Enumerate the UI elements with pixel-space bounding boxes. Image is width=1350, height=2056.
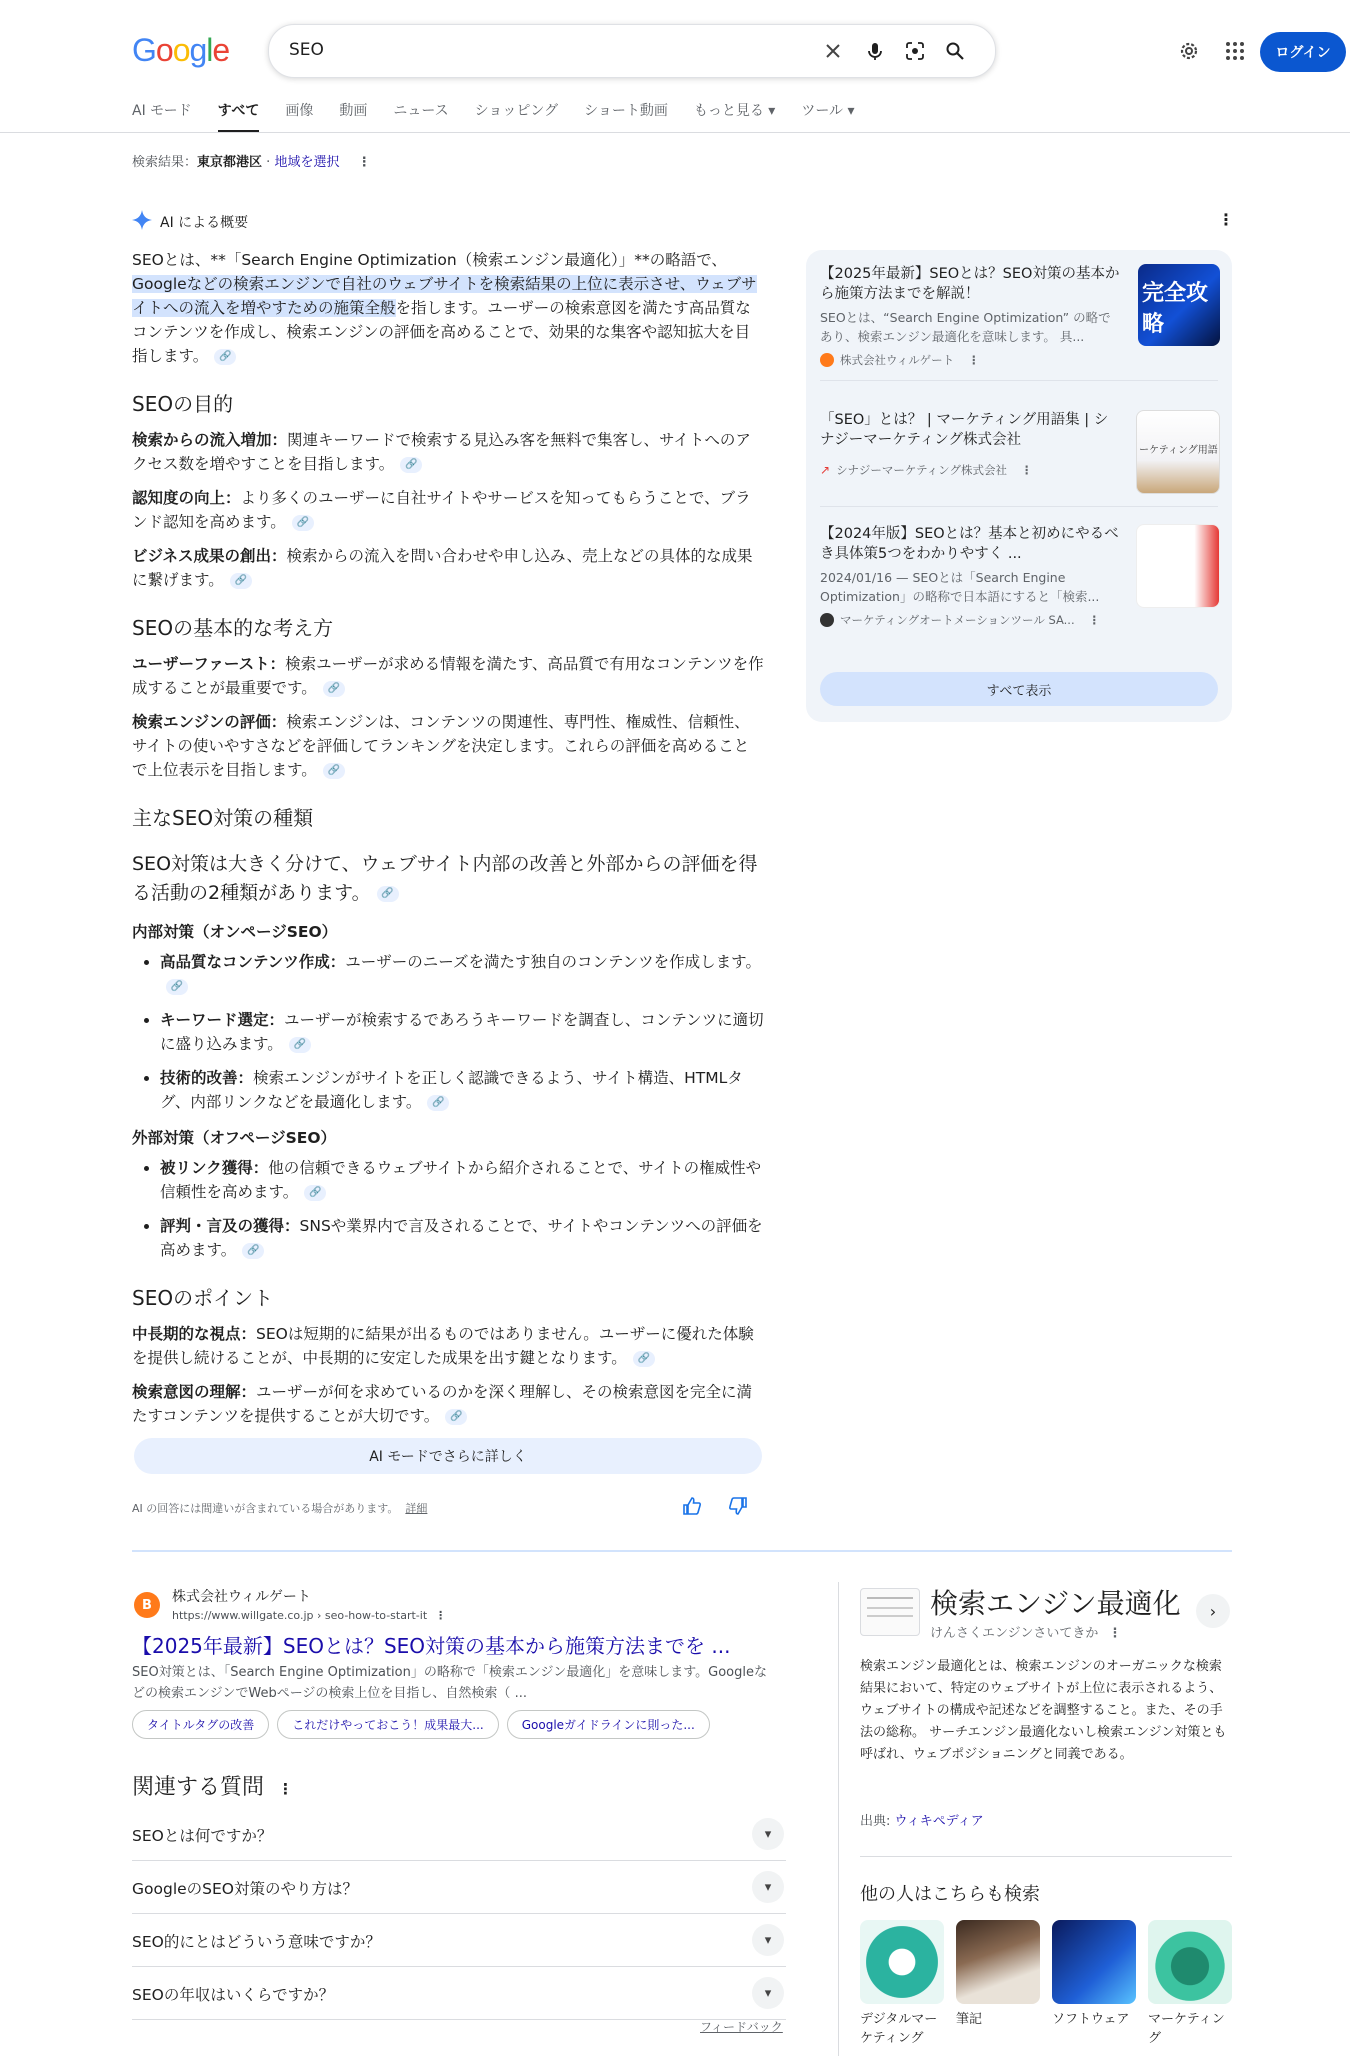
- source-site: マーケティングオートメーションツール SA... ⋮: [820, 612, 1220, 628]
- source-title[interactable]: 【2025年最新】SEOとは？SEO対策の基本から施策方法までを解説！: [820, 266, 1120, 302]
- ai-overview-body: [132, 248, 764, 1438]
- also-search-label: マーケティング: [1148, 2012, 1225, 2046]
- settings-gear-icon[interactable]: [1177, 39, 1201, 63]
- tab-all[interactable]: すべて: [218, 100, 260, 133]
- source-site: ↗ シナジーマーケティング株式会社 ⋮: [820, 463, 1033, 477]
- knowledge-panel-source: 出典: ウィキペディア: [860, 1814, 984, 1829]
- sitelink-chip[interactable]: タイトルタグの改善: [132, 1710, 269, 1739]
- ai-mode-more-button[interactable]: AI モードでさらに詳しく: [134, 1438, 762, 1474]
- more-options-icon[interactable]: ⋮: [1108, 1626, 1122, 1641]
- header-divider: [0, 132, 1350, 133]
- knowledge-panel-title: 検索エンジン最適化: [930, 1587, 1181, 1620]
- result-url[interactable]: https://www.willgate.co.jp › seo-how-to-start-it ⋮: [172, 1609, 447, 1622]
- also-search-item[interactable]: [1052, 1920, 1136, 2029]
- list-item: • キーワード選定：ユーザーが検索するであろうキーワードを調査し、コンテンツに適切に盛り込みます。 🔗: [160, 1008, 764, 1056]
- sitelink-chip[interactable]: Googleガイドラインに則った...: [507, 1710, 710, 1739]
- link-chip-icon[interactable]: 🔗: [242, 1243, 264, 1259]
- source-thumbnail: 完全攻略: [1138, 264, 1220, 346]
- source-card[interactable]: [820, 264, 1220, 368]
- ai-paragraph: ユーザーファースト：検索ユーザーが求める情報を満たす、高品質で有用なコンテンツを作成することが最重要です。 🔗: [132, 655, 764, 697]
- link-chip-icon[interactable]: 🔗: [292, 515, 314, 531]
- willgate-favicon-icon: [820, 353, 834, 367]
- chevron-down-icon[interactable]: ▾: [752, 1818, 784, 1850]
- source-card[interactable]: [820, 524, 1220, 628]
- result-title-link[interactable]: 【2025年最新】SEOとは？SEO対策の基本から施策方法までを ...: [132, 1634, 731, 1658]
- also-search-item[interactable]: [860, 1920, 944, 2048]
- thumbs-up-icon[interactable]: [682, 1496, 702, 1521]
- also-search-label: ソフトウェア: [1052, 2012, 1130, 2027]
- ai-paragraph: 中長期的な視点：SEOは短期的に結果が出るものではありません。ユーザーに優れた体験を提供し続けることが、中長期的に安定した成果を出す鍵となります。 🔗: [132, 1325, 754, 1367]
- heading-types-summary: SEO対策は大きく分けて、ウェブサイト内部の改善と外部からの評価を得る活動の2種類があります。 🔗: [132, 853, 758, 904]
- ai-paragraph: 検索からの流入増加：関連キーワードで検索する見込み客を無料で集客し、サイトへのアクセス数を増やすことを目指します。 🔗: [132, 431, 751, 473]
- inner-list: [132, 950, 764, 1114]
- tab-images[interactable]: 画像: [285, 103, 314, 119]
- link-chip-icon[interactable]: 🔗: [445, 1409, 467, 1425]
- knowledge-panel-image[interactable]: [860, 1588, 920, 1636]
- source-title[interactable]: 【2024年版】SEOとは？基本と初めにやるべき具体策5つをわかりやすく ...: [820, 526, 1119, 562]
- location-line: 検索結果：東京都港区 · 地域を選択 ⋮: [132, 155, 371, 170]
- people-also-search-title: 他の人はこちらも検索: [860, 1884, 1040, 1905]
- willgate-favicon-icon: B: [134, 1592, 160, 1618]
- ai-more-options-icon[interactable]: ⋮: [1218, 210, 1234, 229]
- related-question[interactable]: SEOの年収はいくらですか？ ▾: [132, 1967, 786, 2020]
- link-chip-icon[interactable]: 🔗: [633, 1351, 655, 1367]
- sitelink-chip[interactable]: これだけやっておこう！成果最大...: [277, 1710, 498, 1739]
- result-snippet: SEO対策とは、「Search Engine Optimization」の略称で「検索エンジン最適化」を意味します。Googleなどの検索エンジンでWebページの検索上位を目指し、自然検索（ ...: [132, 1665, 767, 1701]
- ai-paragraph: 検索意図の理解：ユーザーが何を求めているのかを深く理解し、その検索意図を完全に満たすコンテンツを提供することが大切です。 🔗: [132, 1383, 753, 1425]
- source-card[interactable]: [820, 410, 1220, 478]
- more-options-icon[interactable]: ⋮: [435, 1609, 447, 1622]
- chevron-down-icon[interactable]: ▾: [752, 1924, 784, 1956]
- chevron-right-icon[interactable]: ›: [1196, 1594, 1230, 1628]
- result-sitelink-chips: [132, 1710, 710, 1739]
- ai-paragraph: 認知度の向上：より多くのユーザーに自社サイトやサービスを知ってもらうことで、ブランド認知を高めます。 🔗: [132, 489, 751, 531]
- source-thumbnail: ーケティング用語: [1136, 410, 1220, 494]
- source-snippet: 2024/01/16 — SEOとは「Search Engine Optimization」の略称で日本語にすると「検索...: [820, 570, 1100, 604]
- software-image: [1052, 1920, 1136, 2004]
- also-search-item[interactable]: [956, 1920, 1040, 2029]
- heading-purpose: SEOの目的: [132, 392, 234, 416]
- detail-link[interactable]: 詳細: [405, 1502, 428, 1515]
- divider: [820, 506, 1218, 507]
- divider: [860, 1856, 1232, 1857]
- more-options-icon[interactable]: ⋮: [278, 1780, 294, 1798]
- outer-list: [132, 1156, 764, 1262]
- result-site-name[interactable]: 株式会社ウィルゲート: [172, 1589, 311, 1605]
- search-input[interactable]: SEO: [289, 40, 324, 60]
- also-search-item[interactable]: [1148, 1920, 1232, 2048]
- knowledge-panel-divider: [838, 1582, 839, 2056]
- google-logo[interactable]: Google: [132, 32, 230, 68]
- source-thumbnail: [1136, 524, 1220, 608]
- link-chip-icon[interactable]: 🔗: [323, 681, 345, 697]
- heading-basics: SEOの基本的な考え方: [132, 616, 334, 640]
- link-chip-icon[interactable]: 🔗: [427, 1095, 449, 1111]
- search-icon[interactable]: [943, 39, 967, 63]
- ai-sparkle-icon: [132, 210, 152, 234]
- microphone-icon[interactable]: [863, 39, 887, 63]
- clear-icon[interactable]: [821, 39, 845, 63]
- chevron-down-icon[interactable]: ▾: [752, 1977, 784, 2009]
- ai-disclaimer: AI の回答には間違いが含まれている場合があります。 詳細: [132, 1502, 428, 1515]
- link-chip-icon[interactable]: 🔗: [304, 1185, 326, 1201]
- tab-ai-mode[interactable]: AI モード: [132, 103, 192, 119]
- satori-favicon-icon: [820, 613, 834, 627]
- related-questions-title: 関連する質問 ⋮: [132, 1775, 294, 1800]
- source-title[interactable]: 「SEO」とは？ | マーケティング用語集 | シナジーマーケティング株式会社: [820, 412, 1109, 448]
- link-chip-icon[interactable]: 🔗: [323, 763, 345, 779]
- list-item: • 被リンク獲得：他の信頼できるウェブサイトから紹介されることで、サイトの権威性や信頼性を高めます。 🔗: [160, 1156, 764, 1204]
- ai-overview-label: AI による概要: [160, 215, 249, 231]
- knowledge-panel-description: 検索エンジン最適化とは、検索エンジンのオーガニックな検索結果において、特定のウェブサイトが上位に表示されるよう、ウェブサイトの構成や記述などを調整すること。また、その手法の総称。 サーチエンジン最適化ないし検索エンジン対策とも呼ばれ、ウェブポジショニングと同義である。: [860, 1659, 1227, 1762]
- heading-inner: 内部対策（オンページSEO）: [132, 923, 338, 941]
- list-item: • 技術的改善：検索エンジンがサイトを正しく認識できるよう、サイト構造、HTMLタグ、内部リンクなどを最適化します。 🔗: [160, 1066, 764, 1114]
- lens-icon[interactable]: [903, 39, 927, 63]
- marketing-image: [1148, 1920, 1232, 2004]
- link-chip-icon[interactable]: 🔗: [166, 979, 188, 995]
- search-box[interactable]: [268, 24, 996, 78]
- more-options-icon[interactable]: ⋮: [1020, 463, 1033, 477]
- show-all-sources-button[interactable]: すべて表示: [820, 672, 1218, 706]
- link-chip-icon[interactable]: 🔗: [230, 573, 252, 589]
- related-question[interactable]: GoogleのSEO対策のやり方は？ ▾: [132, 1861, 786, 1914]
- source-snippet: SEOとは、“Search Engine Optimization” の略であり、検索エンジン最適化を意味します。 具...: [820, 310, 1111, 344]
- tab-news[interactable]: ニュース: [393, 103, 449, 119]
- divider: [820, 380, 1218, 381]
- more-options-icon[interactable]: ⋮: [357, 155, 371, 170]
- ai-intro: SEOとは、**「Search Engine Optimization（検索エンジン最適化）」**の略語で、Googleなどの検索エンジンで自社のウェブサイトを検索結果の上位に表示させ、ウェブサイトへの流入を増やすための施策全般を指します。ユーザーの検索意図を満たす高品質なコンテンツを作成し、検索エンジンの評価を高めることで、効果的な集客や認知拡大を目指します。 🔗: [132, 251, 757, 365]
- heading-points: SEOのポイント: [132, 1286, 274, 1310]
- location-place: 東京都港区: [197, 155, 263, 170]
- more-options-icon[interactable]: ⋮: [968, 353, 980, 367]
- also-search-label: デジタルマーケティング: [860, 2012, 938, 2046]
- writing-image: [956, 1920, 1040, 2004]
- tab-tools[interactable]: ツール ▾: [801, 103, 855, 119]
- tab-more[interactable]: もっと見る ▾: [693, 103, 776, 119]
- link-chip-icon[interactable]: 🔗: [400, 457, 422, 473]
- wikipedia-link[interactable]: ウィキペディア: [894, 1814, 984, 1829]
- tab-short-videos[interactable]: ショート動画: [584, 103, 668, 119]
- related-question[interactable]: SEOとは何ですか？ ▾: [132, 1808, 786, 1861]
- link-chip-icon[interactable]: 🔗: [214, 349, 236, 365]
- select-region-link[interactable]: 地域を選択: [274, 155, 340, 170]
- also-search-label: 筆記: [956, 2012, 983, 2027]
- ai-paragraph: ビジネス成果の創出：検索からの流入を問い合わせや申し込み、売上などの具体的な成果に繋げます。 🔗: [132, 547, 753, 589]
- chevron-down-icon[interactable]: ▾: [752, 1871, 784, 1903]
- link-chip-icon[interactable]: 🔗: [377, 886, 399, 902]
- related-question[interactable]: SEO的にとはどういう意味ですか？ ▾: [132, 1914, 786, 1967]
- ai-sources-panel: [806, 250, 1232, 722]
- heading-types: 主なSEO対策の種類: [132, 806, 314, 830]
- list-item: • 評判・言及の獲得：SNSや業界内で言及されることで、サイトやコンテンツへの評価を高めます。 🔗: [160, 1214, 764, 1262]
- feedback-link[interactable]: フィードバック: [700, 2020, 783, 2034]
- ai-section-divider: [132, 1550, 1232, 1552]
- tab-shopping[interactable]: ショッピング: [474, 103, 559, 119]
- source-site: 株式会社ウィルゲート ⋮: [820, 352, 1220, 368]
- digital-marketing-image: [860, 1920, 944, 2004]
- knowledge-panel-reading: けんさくエンジンさいてきか ⋮: [930, 1626, 1122, 1641]
- tab-videos[interactable]: 動画: [339, 103, 368, 119]
- link-chip-icon[interactable]: 🔗: [289, 1037, 311, 1053]
- heading-outer: 外部対策（オフページSEO）: [132, 1129, 337, 1147]
- search-tabs: [132, 100, 855, 133]
- ai-highlight: Googleなどの検索エンジンで自社のウェブサイトを検索結果の上位に表示させ、ウェブサイトへの流入を増やすための施策全般: [132, 275, 757, 317]
- more-options-icon[interactable]: ⋮: [1088, 613, 1101, 627]
- ai-paragraph: 検索エンジンの評価：検索エンジンは、コンテンツの関連性、専門性、権威性、信頼性、サイトの使いやすさなどを評価してランキングを決定します。これらの評価を高めることで上位表示を目指します。 🔗: [132, 713, 750, 779]
- synergy-favicon-icon: ↗: [820, 463, 831, 477]
- apps-grid-icon[interactable]: [1223, 39, 1247, 63]
- thumbs-down-icon[interactable]: [728, 1496, 748, 1521]
- list-item: • 高品質なコンテンツ作成：ユーザーのニーズを満たす独自のコンテンツを作成します。🔗: [160, 950, 764, 998]
- login-button[interactable]: ログイン: [1260, 32, 1346, 72]
- ai-overview-header: [132, 210, 248, 234]
